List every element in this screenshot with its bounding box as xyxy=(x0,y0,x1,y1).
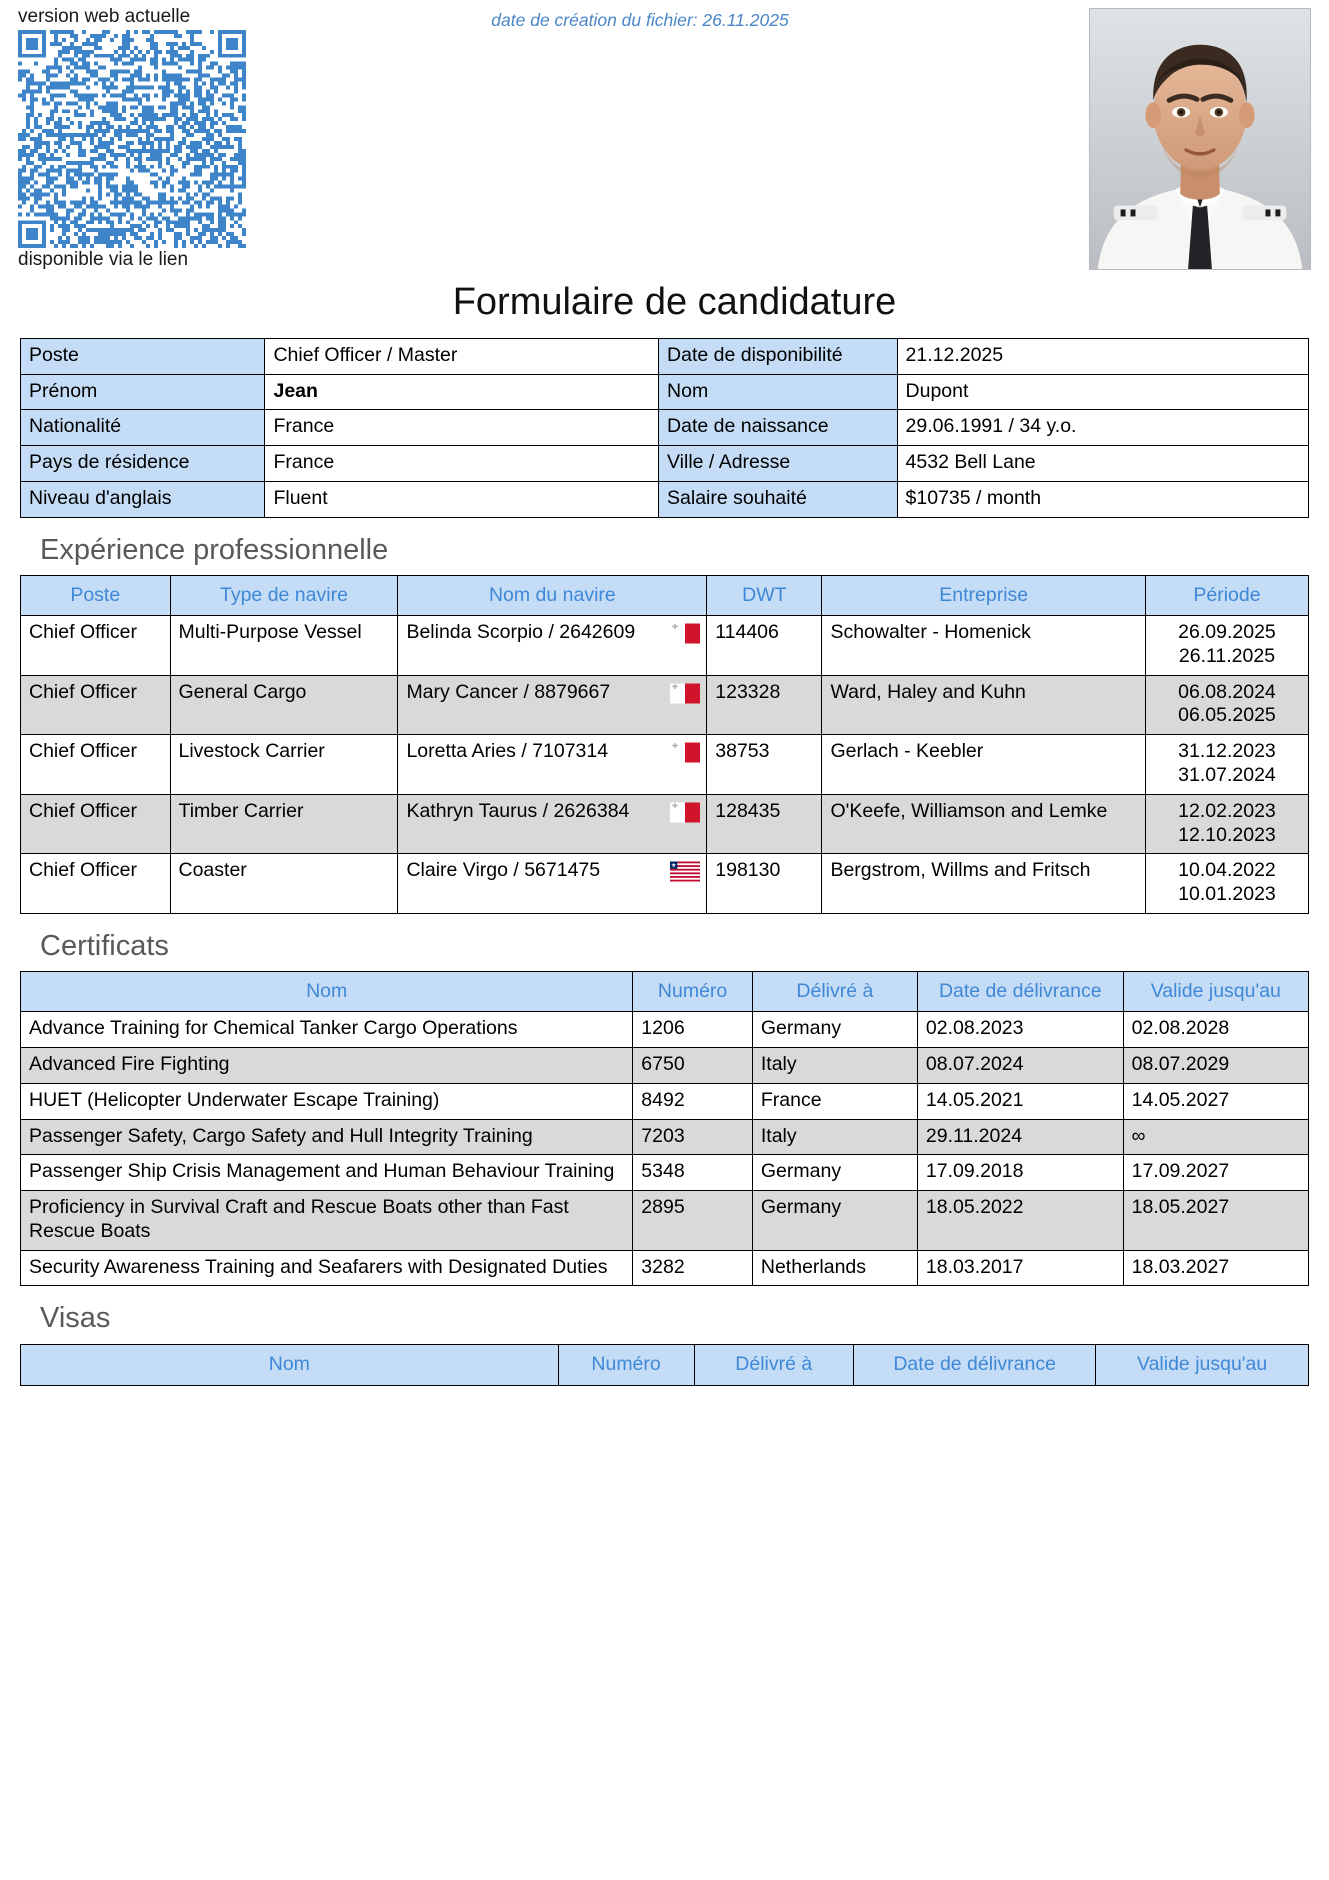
applicant-portrait-photo xyxy=(1090,9,1310,269)
certificate-issue-date: 18.05.2022 xyxy=(917,1191,1123,1251)
info-label: Nationalité xyxy=(21,410,265,446)
experience-company: Gerlach - Keebler xyxy=(822,735,1146,795)
certificate-valid-until: ∞ xyxy=(1123,1119,1308,1155)
certificate-number: 7203 xyxy=(633,1119,753,1155)
experience-column-header: DWT xyxy=(707,576,822,616)
info-value: Dupont xyxy=(897,374,1308,410)
period-from: 10.04.2022 xyxy=(1178,859,1276,882)
vessel-name-text: Loretta Aries / 7107314 xyxy=(406,740,609,763)
info-value: 21.12.2025 xyxy=(897,338,1308,374)
applicant-info-body xyxy=(21,338,1309,517)
period-to: 12.10.2023 xyxy=(1178,823,1276,846)
table-row xyxy=(21,1119,1309,1155)
certificate-name: Passenger Ship Crisis Management and Human Behaviour Training xyxy=(21,1155,633,1191)
certificate-issue-date: 14.05.2021 xyxy=(917,1083,1123,1119)
experience-dwt: 123328 xyxy=(707,675,822,735)
experience-dwt: 198130 xyxy=(707,854,822,914)
experience-vessel-name xyxy=(398,616,707,676)
certificate-number: 3282 xyxy=(633,1250,753,1286)
period-from: 12.02.2023 xyxy=(1178,799,1276,822)
info-value: France xyxy=(265,446,659,482)
info-value: 29.06.1991 / 34 y.o. xyxy=(897,410,1308,446)
info-label: Date de disponibilité xyxy=(659,338,898,374)
certificates-column-header: Date de délivrance xyxy=(917,972,1123,1012)
certificate-number: 5348 xyxy=(633,1155,753,1191)
period-to: 31.07.2024 xyxy=(1178,763,1276,786)
certificate-valid-until: 14.05.2027 xyxy=(1123,1083,1308,1119)
certificate-issue-date: 08.07.2024 xyxy=(917,1047,1123,1083)
info-label: Prénom xyxy=(21,374,265,410)
visas-column-header: Délivré à xyxy=(694,1344,854,1385)
table-row xyxy=(21,1012,1309,1048)
file-creation-date: date de création du fichier: 26.11.2025 xyxy=(491,10,789,30)
experience-position: Chief Officer xyxy=(21,616,171,676)
table-row xyxy=(21,481,1309,517)
info-label: Ville / Adresse xyxy=(659,446,898,482)
vessel-name-text: Claire Virgo / 5671475 xyxy=(406,859,601,882)
experience-column-header: Type de navire xyxy=(170,576,398,616)
info-value: France xyxy=(265,410,659,446)
experience-vessel-type: General Cargo xyxy=(170,675,398,735)
experience-company: O'Keefe, Williamson and Lemke xyxy=(822,794,1146,854)
certificate-issued-in: Italy xyxy=(752,1047,917,1083)
experience-position: Chief Officer xyxy=(21,794,171,854)
qr-caption-top: version web actuelle xyxy=(18,6,191,27)
table-row xyxy=(21,410,1309,446)
certificates-header-row xyxy=(21,972,1309,1012)
certificates-column-header: Nom xyxy=(21,972,633,1012)
experience-column-header: Poste xyxy=(21,576,171,616)
certificate-number: 1206 xyxy=(633,1012,753,1048)
malta-flag-icon xyxy=(670,802,700,823)
experience-company: Bergstrom, Willms and Fritsch xyxy=(822,854,1146,914)
avatar xyxy=(1089,8,1311,270)
visas-column-header: Valide jusqu'au xyxy=(1096,1344,1309,1385)
certificate-issued-in: Germany xyxy=(752,1191,917,1251)
certificate-issued-in: Germany xyxy=(752,1012,917,1048)
vessel-name-text: Mary Cancer / 8879667 xyxy=(406,680,611,703)
experience-column-header: Période xyxy=(1145,576,1308,616)
qr-caption-bottom: disponible via le lien xyxy=(18,248,189,270)
table-row xyxy=(21,854,1309,914)
certificate-name: HUET (Helicopter Underwater Escape Training) xyxy=(21,1083,633,1119)
qr-block xyxy=(18,6,268,271)
certificate-issued-in: Germany xyxy=(752,1155,917,1191)
certificate-valid-until: 08.07.2029 xyxy=(1123,1047,1308,1083)
certificate-valid-until: 18.03.2027 xyxy=(1123,1250,1308,1286)
certificate-issue-date: 29.11.2024 xyxy=(917,1119,1123,1155)
period-from: 06.08.2024 xyxy=(1178,680,1276,703)
table-row xyxy=(21,675,1309,735)
experience-vessel-name xyxy=(398,735,707,795)
experience-dwt: 38753 xyxy=(707,735,822,795)
visas-heading: Visas xyxy=(40,1302,111,1335)
visas-table-head xyxy=(21,1344,1309,1385)
page-title: Formulaire de candidature xyxy=(452,281,897,323)
table-row xyxy=(21,374,1309,410)
info-value: $10735 / month xyxy=(897,481,1308,517)
visas-header-row xyxy=(21,1344,1309,1385)
visas-column-header: Nom xyxy=(21,1344,559,1385)
certificates-table-body xyxy=(21,1012,1309,1286)
certificate-issued-in: Netherlands xyxy=(752,1250,917,1286)
info-label: Nom xyxy=(659,374,898,410)
experience-position: Chief Officer xyxy=(21,675,171,735)
experience-period xyxy=(1145,854,1308,914)
experience-vessel-type: Coaster xyxy=(170,854,398,914)
svg-text:★: ★ xyxy=(671,863,677,870)
certificate-issued-in: Italy xyxy=(752,1119,917,1155)
info-value: Jean xyxy=(265,374,659,410)
period-from: 26.09.2025 xyxy=(1178,621,1276,644)
document-header xyxy=(0,0,1329,282)
experience-dwt: 128435 xyxy=(707,794,822,854)
info-value: Fluent xyxy=(265,481,659,517)
table-row xyxy=(21,338,1309,374)
experience-column-header: Nom du navire xyxy=(398,576,707,616)
info-label: Salaire souhaité xyxy=(659,481,898,517)
experience-period xyxy=(1145,616,1308,676)
experience-table-head xyxy=(21,576,1309,616)
certificate-name: Passenger Safety, Cargo Safety and Hull Integrity Training xyxy=(21,1119,633,1155)
certificate-valid-until: 18.05.2027 xyxy=(1123,1191,1308,1251)
certificates-heading: Certificats xyxy=(40,929,169,962)
experience-period xyxy=(1145,794,1308,854)
experience-vessel-type: Multi-Purpose Vessel xyxy=(170,616,398,676)
certificate-number: 2895 xyxy=(633,1191,753,1251)
experience-period xyxy=(1145,735,1308,795)
period-from: 31.12.2023 xyxy=(1178,740,1276,763)
period-to: 06.05.2025 xyxy=(1178,704,1276,727)
malta-flag-icon xyxy=(670,742,700,763)
certificates-table-head xyxy=(21,972,1309,1012)
table-row xyxy=(21,1250,1309,1286)
certificate-issue-date: 18.03.2017 xyxy=(917,1250,1123,1286)
applicant-info-table xyxy=(20,338,1309,518)
table-row xyxy=(21,446,1309,482)
table-row xyxy=(21,616,1309,676)
info-value: 4532 Bell Lane xyxy=(897,446,1308,482)
certificate-valid-until: 02.08.2028 xyxy=(1123,1012,1308,1048)
experience-vessel-type: Timber Carrier xyxy=(170,794,398,854)
certificates-column-header: Numéro xyxy=(633,972,753,1012)
info-label: Pays de résidence xyxy=(21,446,265,482)
experience-vessel-type: Livestock Carrier xyxy=(170,735,398,795)
certificates-table xyxy=(20,971,1309,1286)
info-value: Chief Officer / Master xyxy=(265,338,659,374)
table-row xyxy=(21,1191,1309,1251)
visas-column-header: Date de délivrance xyxy=(854,1344,1096,1385)
experience-position: Chief Officer xyxy=(21,854,171,914)
experience-company: Schowalter - Homenick xyxy=(822,616,1146,676)
qr-code-icon[interactable] xyxy=(18,30,246,248)
table-row xyxy=(21,1047,1309,1083)
certificate-valid-until: 17.09.2027 xyxy=(1123,1155,1308,1191)
experience-dwt: 114406 xyxy=(707,616,822,676)
period-to: 26.11.2025 xyxy=(1178,644,1276,667)
liberia-flag-icon xyxy=(670,861,700,882)
experience-company: Ward, Haley and Kuhn xyxy=(822,675,1146,735)
table-row xyxy=(21,794,1309,854)
vessel-name-text: Belinda Scorpio / 2642609 xyxy=(406,621,636,644)
certificate-issued-in: France xyxy=(752,1083,917,1119)
experience-header-row xyxy=(21,576,1309,616)
table-row xyxy=(21,1083,1309,1119)
experience-position: Chief Officer xyxy=(21,735,171,795)
certificate-name: Security Awareness Training and Seafarers with Designated Duties xyxy=(21,1250,633,1286)
visas-table xyxy=(20,1344,1309,1386)
visas-column-header: Numéro xyxy=(558,1344,694,1385)
experience-column-header: Entreprise xyxy=(822,576,1146,616)
malta-flag-icon xyxy=(670,683,700,704)
experience-vessel-name xyxy=(398,675,707,735)
experience-heading: Expérience professionnelle xyxy=(40,533,389,566)
experience-period xyxy=(1145,675,1308,735)
info-label: Poste xyxy=(21,338,265,374)
experience-table xyxy=(20,575,1309,914)
period-to: 10.01.2023 xyxy=(1178,883,1276,906)
info-label: Niveau d'anglais xyxy=(21,481,265,517)
certificate-name: Proficiency in Survival Craft and Rescue Boats other than Fast Rescue Boats xyxy=(21,1191,633,1251)
malta-flag-icon xyxy=(670,623,700,644)
certificates-column-header: Délivré à xyxy=(752,972,917,1012)
certificate-issue-date: 17.09.2018 xyxy=(917,1155,1123,1191)
certificate-name: Advanced Fire Fighting xyxy=(21,1047,633,1083)
certificate-number: 6750 xyxy=(633,1047,753,1083)
certificate-issue-date: 02.08.2023 xyxy=(917,1012,1123,1048)
experience-vessel-name xyxy=(398,794,707,854)
table-row xyxy=(21,735,1309,795)
experience-vessel-name xyxy=(398,854,707,914)
info-label: Date de naissance xyxy=(659,410,898,446)
certificate-number: 8492 xyxy=(633,1083,753,1119)
experience-table-body xyxy=(21,616,1309,914)
certificate-name: Advance Training for Chemical Tanker Cargo Operations xyxy=(21,1012,633,1048)
vessel-name-text: Kathryn Taurus / 2626384 xyxy=(406,799,630,822)
table-row xyxy=(21,1155,1309,1191)
certificates-column-header: Valide jusqu'au xyxy=(1123,972,1308,1012)
